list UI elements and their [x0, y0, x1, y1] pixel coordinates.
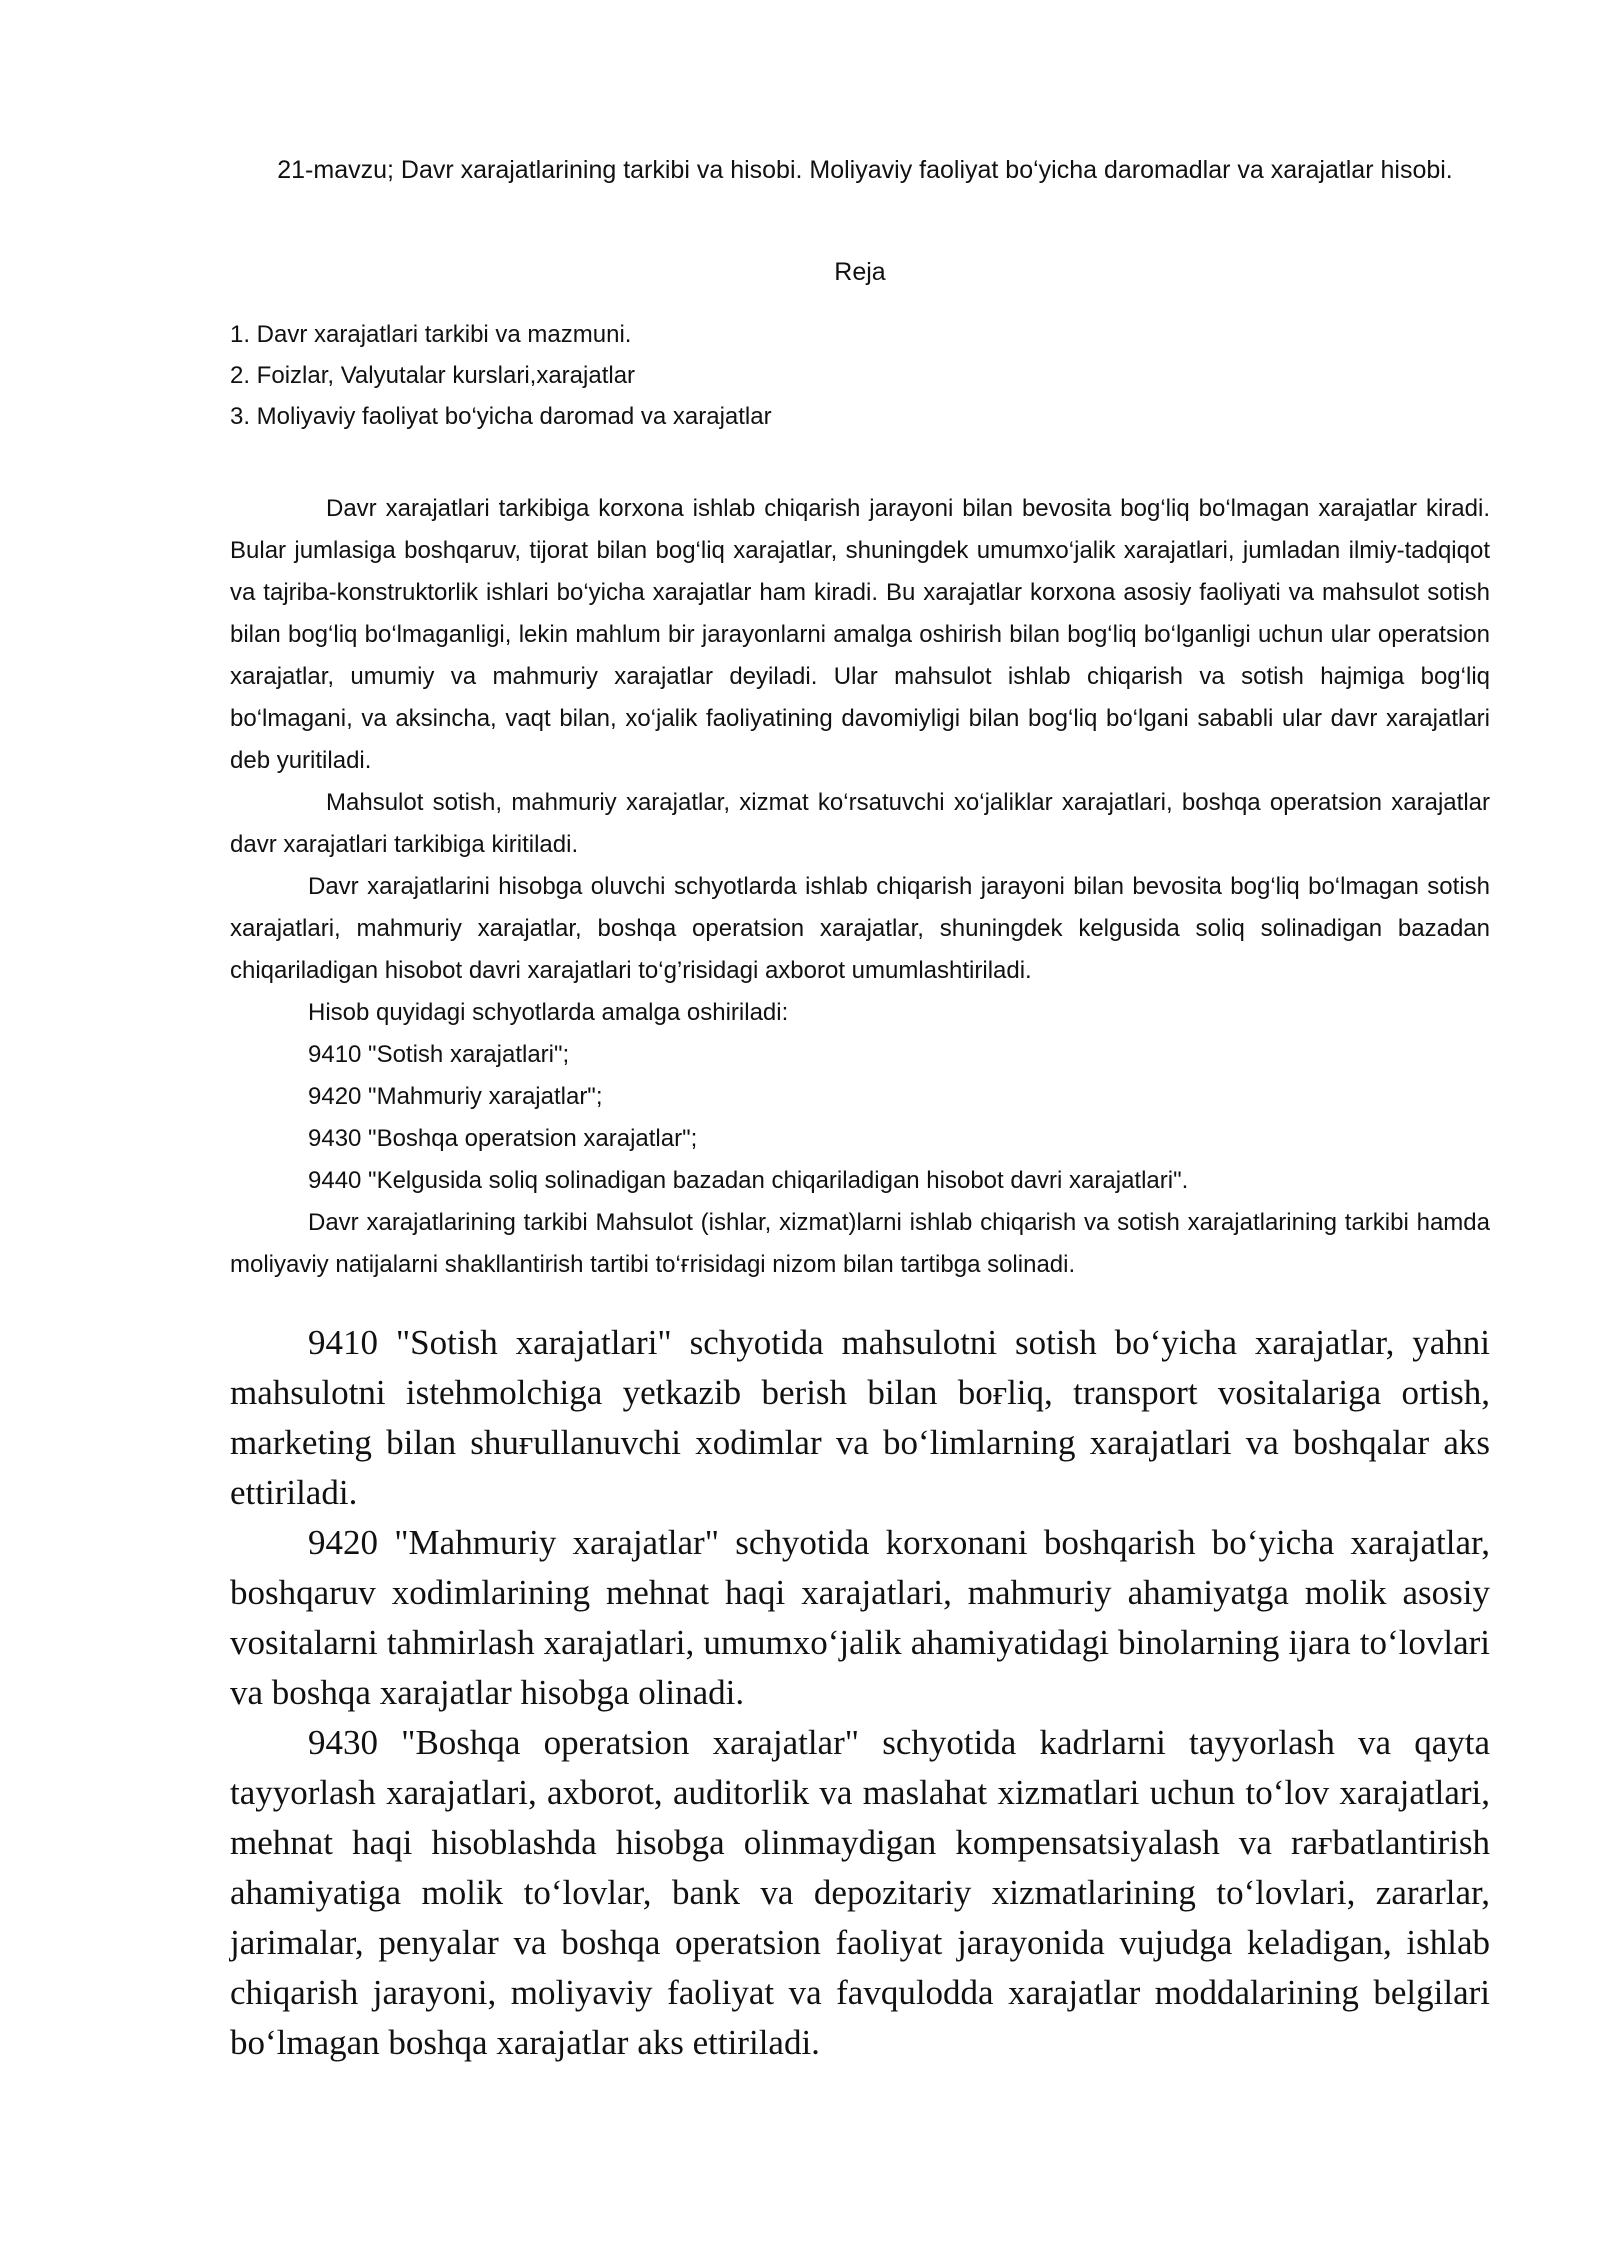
paragraph-period-expenses: Davr xarajatlari tarkibiga korxona ishlab chiqarish jarayoni bilan bevosita bog‘liq bo‘lmagan xarajatlar kiradi. Bular jumlasiga boshqaruv, tijorat bilan bog‘liq xarajatlar, shuningdek umumxo‘jalik xarajatlari, jumladan ilmiy-tadqiqot va tajriba-konstruktorlik ishlari bo‘yicha xarajatlar ham kiradi. Bu xarajatlar korxona asosiy faoliyati va mahsulot sotish bilan bog‘liq bo‘lmaganligi, lekin mahlum bir jarayonlarni amalga oshirish bilan bog‘liq bo‘lganligi uchun ular operatsion xarajatlar, umumiy va mahmuriy xarajatlar deyiladi. Ular mahsulot ishlab chiqarish va sotish hajmiga bog‘liq bo‘lmagani, va aksincha, vaqt bilan, xo‘jalik faoliyatining davomiyligi bilan bog‘liq bo‘lgani sababli ular davr xarajatlari deb yuritiladi. — [230, 495, 1490, 774]
account-line-9440: 9440 "Kelgusida soliq solinadigan bazadan chiqariladigan hisobot davri xarajatlari". — [308, 1167, 1189, 1194]
plan-list — [230, 314, 772, 437]
account-line-9430: 9430 "Boshqa operatsion xarajatlar"; — [308, 1125, 698, 1152]
paragraph-expense-composition: Mahsulot sotish, mahmuriy xarajatlar, xizmat ko‘rsatuvchi xo‘jaliklar xarajatlari, boshqa operatsion xarajatlar davr xarajatlari tarkibiga kiritiladi. — [230, 789, 1490, 858]
plan-item: 3. Moliyaviy faoliyat bo‘yicha daromad va xarajatlar — [230, 403, 772, 430]
paragraph-account-9420: 9420 "Mahmuriy xarajatlar" schyotida korxonani boshqarish bo‘yicha xarajatlar, boshqaruv xodimlarining mehnat haqi xarajatlari, mahmuriy ahamiyatga molik asosiy vositalarni tahmirlash xarajatlari, umumxo‘jalik ahamiyatidagi binolarning ijara to‘lovlari va boshqa xarajatlar hisobga olinadi. — [230, 1523, 1490, 1712]
plan-item: 2. Foizlar, Valyutalar kurslari,xarajatlar — [230, 362, 636, 389]
paragraph-accounts-summary: Davr xarajatlarini hisobga oluvchi schyotlarda ishlab chiqarish jarayoni bilan bevosita bog‘liq bo‘lmagan sotish xarajatlari, mahmuriy xarajatlar, boshqa operatsion xarajatlar, shuningdek kelgusida soliq solinadigan bazadan chiqariladigan hisobot davri xarajatlari to‘g’risidagi axborot umumlashtiriladi. — [230, 873, 1490, 984]
paragraph-account-9410: 9410 "Sotish xarajatlari" schyotida mahsulotni sotish bo‘yicha xarajatlar, yahni mahsulotni istehmolchiga yetkazib berish bilan boғliq, transport vositalariga ortish, marketing bilan shuғullanuvchi xodimlar va bo‘limlarning xarajatlari va boshqalar aks ettiriladi. — [230, 1323, 1490, 1512]
account-line-9420: 9420 "Mahmuriy xarajatlar"; — [308, 1083, 603, 1110]
document-title: 21-mavzu; Davr xarajatlarining tarkibi va hisobi. Moliyaviy faoliyat bo‘yicha daromadlar va xarajatlar hisobi. — [277, 156, 1453, 184]
account-line-9410: 9410 "Sotish xarajatlari"; — [308, 1041, 570, 1068]
body-text-sans — [230, 488, 1490, 1286]
paragraph-regulation: Davr xarajatlarining tarkibi Mahsulot (ishlar, xizmat)larni ishlab chiqarish va sotish xarajatlarining tarkibi hamda moliyaviy natijalarni shakllantirish tartibi to‘ғrisidagi nizom bilan tartibga solinadi. — [230, 1209, 1490, 1278]
paragraph-account-9430: 9430 "Boshqa operatsion xarajatlar" schyotida kadrlarni tayyorlash va qayta tayyorlash xarajatlari, axborot, auditorlik va maslahat xizmatlari uchun to‘lov xarajatlari, mehnat haqi hisoblashda hisobga olinmaydigan kompensatsiyalash va raғbatlantirish ahamiyatiga molik to‘lovlar, bank va depozitariy xizmatlarining to‘lovlari, zararlar, jarimalar, penyalar va boshqa operatsion faoliyat jarayonida vujudga keladigan, ishlab chiqarish jarayoni, moliyaviy faoliyat va favqulodda xarajatlar moddalarining belgilari bo‘lmagan boshqa xarajatlar aks ettiriladi. — [230, 1723, 1490, 2062]
accounts-intro: Hisob quyidagi schyotlarda amalga oshiriladi: — [308, 999, 789, 1026]
body-text-serif — [230, 1318, 1490, 2068]
plan-heading: Reja — [834, 258, 886, 286]
plan-item: 1. Davr xarajatlari tarkibi va mazmuni. — [230, 321, 632, 348]
